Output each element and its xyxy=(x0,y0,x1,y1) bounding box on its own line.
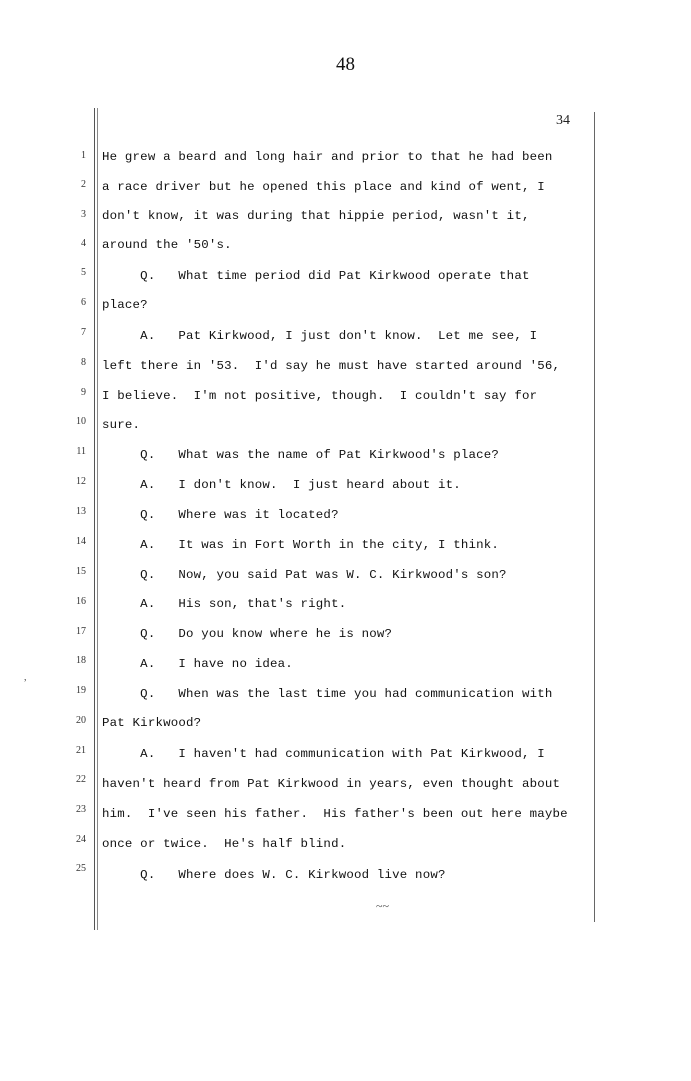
line-number: 7 xyxy=(81,327,86,338)
line-number: 5 xyxy=(81,267,86,278)
line-number: 10 xyxy=(76,416,86,427)
transcript-line: Q. When was the last time you had communication with xyxy=(102,687,553,701)
transcript-line: sure. xyxy=(102,418,141,432)
line-number: 3 xyxy=(81,209,86,220)
transcript-line: Q. Now, you said Pat was W. C. Kirkwood's son? xyxy=(102,568,507,582)
stray-mark: , xyxy=(24,672,27,683)
line-number: 14 xyxy=(76,536,86,547)
transcript-line: around the '50's. xyxy=(102,238,232,252)
transcript-line: A. I don't know. I just heard about it. xyxy=(102,478,461,492)
transcript-line: A. I have no idea. xyxy=(102,657,293,671)
transcript-line: Pat Kirkwood? xyxy=(102,716,202,730)
transcript-line: left there in '53. I'd say he must have started around '56, xyxy=(102,359,561,373)
line-number: 18 xyxy=(76,655,86,666)
line-number: 16 xyxy=(76,596,86,607)
line-number: 1 xyxy=(81,150,86,161)
transcript-line: place? xyxy=(102,298,148,312)
exhibit-page-number: 48 xyxy=(336,54,355,75)
transcript-line: Q. Do you know where he is now? xyxy=(102,627,393,641)
line-number: 8 xyxy=(81,357,86,368)
line-number: 9 xyxy=(81,387,86,398)
line-number: 4 xyxy=(81,238,86,249)
transcript-line: once or twice. He's half blind. xyxy=(102,837,347,851)
transcript-page-number: 34 xyxy=(556,113,570,128)
bottom-mark: ~~ xyxy=(376,899,389,913)
transcript-line: A. It was in Fort Worth in the city, I think. xyxy=(102,538,500,552)
line-number: 25 xyxy=(76,863,86,874)
line-number: 13 xyxy=(76,506,86,517)
transcript-line: Q. What time period did Pat Kirkwood operate that xyxy=(102,269,530,283)
transcript-line: haven't heard from Pat Kirkwood in years, even thought about xyxy=(102,777,561,791)
transcript-line: A. I haven't had communication with Pat Kirkwood, I xyxy=(102,747,545,761)
line-number: 15 xyxy=(76,566,86,577)
transcript-line: don't know, it was during that hippie period, wasn't it, xyxy=(102,209,530,223)
line-number: 11 xyxy=(76,446,86,457)
transcript-line: He grew a beard and long hair and prior to that he had been xyxy=(102,150,553,164)
transcript-line: A. Pat Kirkwood, I just don't know. Let me see, I xyxy=(102,329,538,343)
line-number: 20 xyxy=(76,715,86,726)
transcript-line: Q. Where does W. C. Kirkwood live now? xyxy=(102,868,446,882)
line-number: 2 xyxy=(81,179,86,190)
transcript-line: A. His son, that's right. xyxy=(102,597,347,611)
line-number: 6 xyxy=(81,297,86,308)
line-number: 12 xyxy=(76,476,86,487)
transcript-line: Q. What was the name of Pat Kirkwood's place? xyxy=(102,448,500,462)
line-number: 22 xyxy=(76,774,86,785)
transcript-line: a race driver but he opened this place and kind of went, I xyxy=(102,180,545,194)
transcript-line: Q. Where was it located? xyxy=(102,508,339,522)
line-number: 21 xyxy=(76,745,86,756)
right-margin-rule xyxy=(594,112,595,922)
line-number: 24 xyxy=(76,834,86,845)
transcript-line: I believe. I'm not positive, though. I couldn't say for xyxy=(102,389,538,403)
line-number: 17 xyxy=(76,626,86,637)
line-number: 19 xyxy=(76,685,86,696)
left-margin-rule xyxy=(94,108,95,930)
left-margin-rule-inner xyxy=(97,108,98,930)
line-number: 23 xyxy=(76,804,86,815)
transcript-line: him. I've seen his father. His father's been out here maybe xyxy=(102,807,568,821)
